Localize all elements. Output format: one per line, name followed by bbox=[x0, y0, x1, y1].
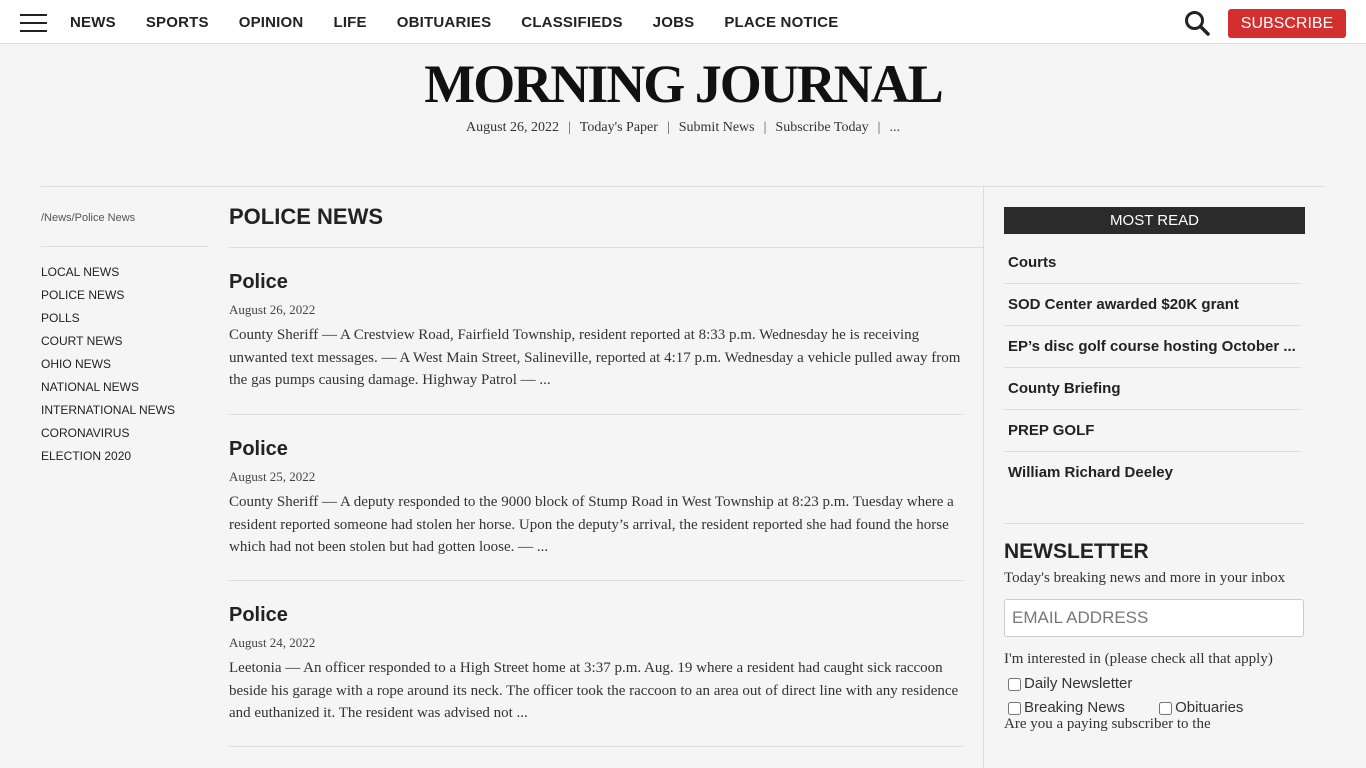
most-read-item[interactable]: SOD Center awarded $20K grant bbox=[1004, 284, 1301, 326]
top-navigation-bar bbox=[0, 0, 1366, 44]
most-read-list bbox=[1004, 242, 1305, 493]
newsletter-title: NEWSLETTER bbox=[1004, 540, 1149, 563]
breaking-news-label: Breaking News bbox=[1024, 699, 1125, 716]
daily-newsletter-label: Daily Newsletter bbox=[1024, 675, 1133, 692]
most-read-heading: MOST READ bbox=[1004, 207, 1305, 234]
site-logo[interactable]: MORNING JOURNAL bbox=[424, 54, 942, 114]
submit-news-link[interactable]: Submit News bbox=[678, 120, 755, 135]
sidebar-item-court-news[interactable]: COURT NEWS bbox=[41, 334, 123, 348]
masthead bbox=[0, 56, 1366, 136]
most-read-item[interactable]: PREP GOLF bbox=[1004, 410, 1301, 452]
most-read-item[interactable]: County Briefing bbox=[1004, 368, 1301, 410]
article-excerpt: County Sheriff — A deputy responded to the 9000 block of Stump Road in West Township at 8:23 p.m. Tuesday where a resident reported someone had stolen her horse. Upon the deputy’s arrival, the resident reported she had found the horse which had not been stolen but had gotten loose. — ... bbox=[229, 494, 954, 555]
nav-life[interactable]: LIFE bbox=[333, 13, 367, 31]
sidebar-item-international-news[interactable]: INTERNATIONAL NEWS bbox=[41, 403, 176, 417]
sidebar-item-local-news[interactable]: LOCAL NEWS bbox=[41, 265, 120, 279]
content-divider bbox=[41, 186, 1325, 187]
paying-subscriber-question: Are you a paying subscriber to the bbox=[1004, 716, 1211, 732]
search-icon[interactable] bbox=[1184, 10, 1210, 36]
article-item bbox=[229, 581, 963, 747]
option-daily-newsletter[interactable] bbox=[1004, 672, 1132, 696]
sidebar-item-polls[interactable]: POLLS bbox=[41, 311, 80, 325]
nav-sports[interactable]: SPORTS bbox=[145, 13, 209, 31]
article-title[interactable]: Police bbox=[229, 271, 288, 293]
sidebar-item-police-news[interactable]: POLICE NEWS bbox=[41, 288, 125, 302]
sidebar-item-national-news[interactable]: NATIONAL NEWS bbox=[41, 380, 140, 394]
nav-classifieds[interactable]: CLASSIFIEDS bbox=[521, 13, 623, 31]
newsletter-options bbox=[1004, 672, 1305, 720]
most-read-item[interactable]: Courts bbox=[1004, 242, 1301, 284]
subscribe-button[interactable]: SUBSCRIBE bbox=[1228, 9, 1346, 38]
todays-paper-link[interactable]: Today's Paper bbox=[579, 120, 658, 135]
daily-newsletter-checkbox[interactable] bbox=[1008, 678, 1021, 691]
main-content bbox=[229, 203, 983, 747]
article-date: August 26, 2022 bbox=[229, 302, 316, 317]
article-title[interactable]: Police bbox=[229, 438, 288, 460]
breaking-news-checkbox[interactable] bbox=[1008, 702, 1021, 715]
right-sidebar bbox=[1004, 207, 1305, 733]
newsletter-divider bbox=[1004, 523, 1305, 524]
article-excerpt: County Sheriff — A Crestview Road, Fairfield Township, resident reported at 8:33 p.m. Wednesday he is receiving unwanted text messages. — A West Main Street, Salineville, reported at 4:17 p.m. Wednesday a vehicle pulled away from the gas pumps causing damage. Highway Patrol — ... bbox=[229, 327, 961, 388]
interest-label: I'm interested in (please check all that apply) bbox=[1004, 651, 1273, 667]
article-date: August 24, 2022 bbox=[229, 635, 316, 650]
email-input[interactable] bbox=[1004, 599, 1304, 637]
obituaries-label: Obituaries bbox=[1175, 699, 1244, 716]
obituaries-checkbox[interactable] bbox=[1159, 702, 1172, 715]
left-sidebar bbox=[41, 212, 209, 472]
nav-opinion[interactable]: OPINION bbox=[238, 13, 304, 31]
section-list bbox=[41, 265, 209, 472]
article-date: August 25, 2022 bbox=[229, 469, 316, 484]
nav-jobs[interactable]: JOBS bbox=[652, 13, 695, 31]
newsletter-description: Today's breaking news and more in your inbox bbox=[1004, 570, 1286, 586]
nav-news[interactable]: NEWS bbox=[70, 13, 116, 31]
current-date: August 26, 2022 bbox=[466, 120, 559, 135]
column-divider bbox=[983, 186, 984, 768]
most-read-item[interactable]: William Richard Deeley bbox=[1008, 464, 1173, 481]
subscribe-today-link[interactable]: Subscribe Today bbox=[775, 120, 869, 135]
main-nav bbox=[70, 0, 868, 44]
page-title: POLICE NEWS bbox=[229, 203, 983, 248]
masthead-links: August 26, 2022 | Today's Paper | Submit News | Subscribe Today | ... bbox=[466, 120, 900, 135]
more-links[interactable]: ... bbox=[889, 120, 900, 135]
sidebar-item-ohio-news[interactable]: OHIO NEWS bbox=[41, 357, 112, 371]
article-excerpt: Leetonia — An officer responded to a High Street home at 3:37 p.m. Aug. 19 where a resident had caught sick raccoon beside his garage with a rope around its neck. The officer took the raccoon to an area out of direct line with any residence and euthanized it. The resident was advised not ... bbox=[229, 660, 959, 721]
article-title[interactable]: Police bbox=[229, 604, 288, 626]
nav-place-notice[interactable]: PLACE NOTICE bbox=[724, 13, 839, 31]
most-read-item[interactable]: EP’s disc golf course hosting October ... bbox=[1004, 326, 1301, 368]
sidebar-item-election-2020[interactable]: ELECTION 2020 bbox=[41, 449, 132, 463]
breadcrumb[interactable]: /News/Police News bbox=[41, 212, 209, 247]
article-item bbox=[229, 415, 963, 581]
nav-obituaries[interactable]: OBITUARIES bbox=[396, 13, 492, 31]
hamburger-icon[interactable] bbox=[20, 14, 47, 32]
article-item bbox=[229, 248, 963, 415]
sidebar-item-coronavirus[interactable]: CORONAVIRUS bbox=[41, 426, 130, 440]
